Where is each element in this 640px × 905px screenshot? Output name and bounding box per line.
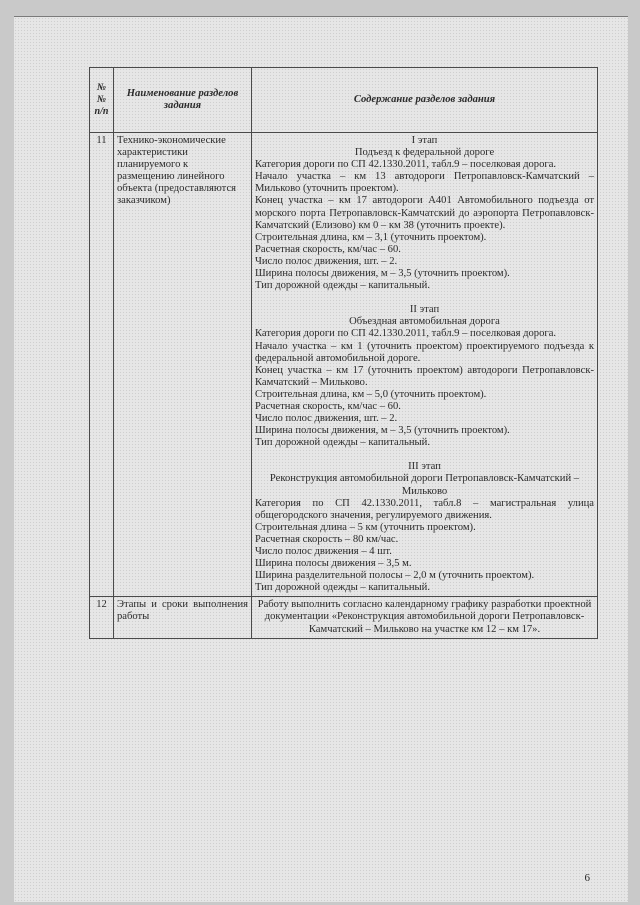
header-num: №№ п/п [90,68,114,133]
stage-title: I этап [411,135,438,146]
stage-line: Категория дороги по СП 42.1330.2011, табл.9 – поселковая дорога. [255,328,557,340]
header-content: Содержание разделов задания [252,68,598,133]
table-row [90,133,598,597]
stage-line: Расчетная скорость – 80 км/час. [255,533,399,545]
stage-line: Конец участка – км 17 автодороги А401 Автомобильного подъезда от морского порта Петропавловск-Камчатский до аэропорта Петропавловск-Камчатский (Елизово) км 0 – км 38 (уточнить проекте). [255,195,594,231]
stage-subtitle: Подъезд к федеральной дороге [354,147,495,159]
stage-subtitle: Объездная автомобильная дорога [349,316,500,328]
stage-title: III этап [408,461,441,473]
row-name: Технико-экономические характеристики планируемого к размещению линейного объекта (предоставляются заказчиком) [114,133,252,597]
stage-line: Категория дороги по СП 42.1330.2011, табл.9 – поселковая дорога. [255,159,557,171]
stage-line: Расчетная скорость, км/час – 60. [255,243,401,255]
row-number: 12 [90,597,114,638]
stage-line: Расчетная скорость, км/час – 60. [255,400,401,412]
stage-line: Число полос движения – 4 шт. [255,546,392,557]
stage-line: Ширина полосы движения – 3,5 м. [255,558,412,570]
stage-line: Тип дорожной одежды – капитальный. [255,437,430,449]
stage-block [255,135,594,292]
table-header-row [90,68,598,133]
row-content [252,133,598,597]
table-row [90,597,598,638]
stage-line: Строительная длина, км – 5,0 (уточнить проектом). [255,388,487,400]
stage-line: Ширина полосы движения, м – 3,5 (уточнить проектом). [255,268,510,280]
stage-line: Конец участка – км 17 (уточнить проектом) автодороги Петропавловск-Камчатский – Мильково. [255,364,594,388]
row-name: Этапы и сроки выполнения работы [114,597,252,638]
stage-block [255,304,594,449]
assignment-table [89,67,598,639]
stage-line: Число полос движения, шт. – 2. [255,413,398,425]
stage-line: Строительная длина, км – 3,1 (уточнить проектом). [255,231,487,243]
stage-line: Строительная длина – 5 км (уточнить проектом). [255,521,476,533]
stage-line: Ширина разделительной полосы – 2,0 м (уточнить проектом). [255,570,535,582]
stage-line: Ширина полосы движения, м – 3,5 (уточнить проектом). [255,425,510,437]
stage-gap [255,292,594,304]
document-page [14,16,628,902]
stage-line: Начало участка – км 13 автодороги Петропавловск-Камчатский – Мильково (уточнить проектом). [255,171,594,195]
page-number: 6 [584,872,590,884]
stage-gap [255,449,594,461]
stage-line: Тип дорожной одежды – капитальный. [255,280,430,292]
stage-subtitle: Реконструкция автомобильной дороги Петропавловск-Камчатский – Мильково [269,473,580,497]
stage-line: Число полос движения, шт. – 2. [255,255,398,267]
row-number: 11 [90,133,114,597]
stage-line: Начало участка – км 1 (уточнить проектом) проектируемого подъезда к федеральной автомобильной дороге. [255,340,594,364]
header-name: Наименование разделов задания [114,68,252,133]
stage-block [255,461,594,594]
stage-line: Категория по СП 42.1330.2011, табл.8 – магистральная улица общегородского значения, регулируемого движения. [255,497,594,521]
stage-title: II этап [409,304,440,316]
row-content: Работу выполнить согласно календарному графику разработки проектной документации «Реконструкция автомобильной дороги Петропавловск-Камчатский – Мильково на участке км 12 – км 17». [252,597,598,638]
stage-line: Тип дорожной одежды – капитальный. [255,582,430,594]
